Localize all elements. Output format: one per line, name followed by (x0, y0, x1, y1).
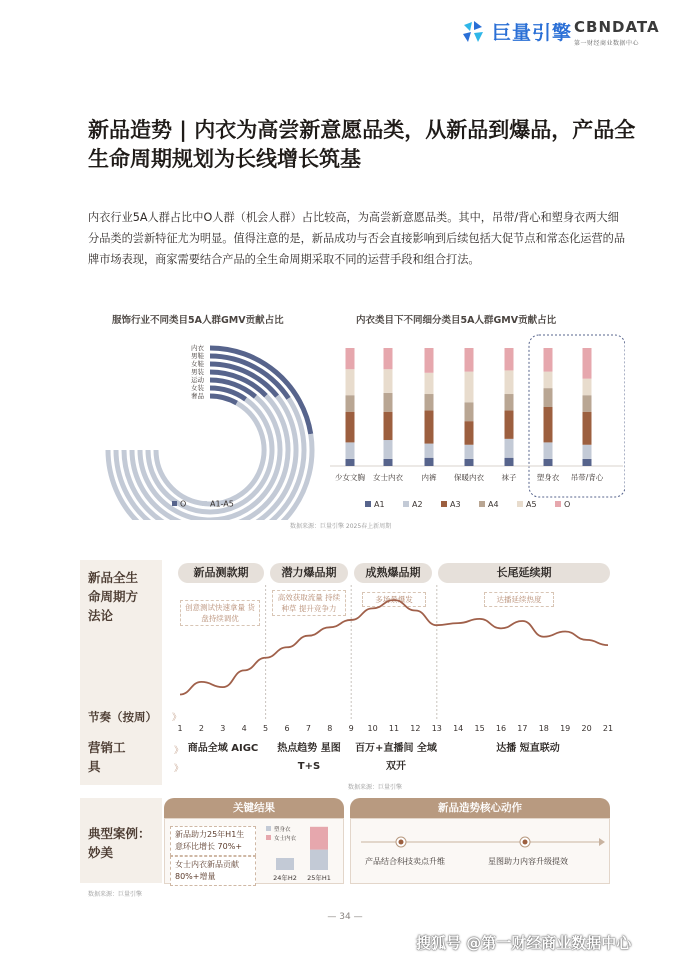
bar-legend-label: A2 (412, 500, 423, 509)
bar-segment (583, 379, 592, 396)
bar-legend-swatch (479, 501, 485, 507)
bar-segment (505, 458, 514, 466)
bar-segment (505, 348, 514, 370)
week-tick: 4 (241, 724, 247, 733)
bar-legend-swatch (555, 501, 561, 507)
bar-legend-label: A1 (374, 500, 385, 509)
bar-segment (544, 407, 553, 442)
week-tick: 11 (388, 724, 400, 733)
bar-segment (425, 373, 434, 394)
page-title: 新品造势 | 内衣为高尝新意愿品类，从新品到爆品，产品全生命周期规划为长线增长筑基 (88, 118, 636, 171)
case-bar-label: 24年H2 (273, 874, 297, 882)
radial-category-label: 女装 (191, 384, 204, 392)
bar-segment (425, 394, 434, 411)
bar-segment (425, 348, 434, 373)
rhythm-label: 节奏（按周） (88, 710, 157, 724)
juliang-logo (460, 18, 572, 45)
bar-segment (544, 348, 553, 372)
chart-source: 数据来源：巨量引擎 2025春上新周期 (290, 523, 392, 530)
stacked-chart-title: 内衣类目下不同细分类目5A人群GMV贡献占比 (356, 315, 557, 326)
case-label: 典型案例：妙美 (88, 826, 151, 860)
phase-longtail: 长尾延续期 (438, 563, 610, 583)
bar-segment (346, 395, 355, 412)
bar-category-label: 女士内衣 (373, 473, 403, 482)
bar-segment (583, 395, 592, 412)
bar-segment (505, 411, 514, 439)
week-tick: 14 (453, 724, 464, 733)
week-tick: 12 (410, 724, 421, 733)
case-bar-label: 25年H1 (307, 874, 331, 882)
page-number: — 34 — (327, 912, 363, 922)
bar-category-label: 袜子 (501, 473, 517, 482)
week-tick: 1 (177, 724, 183, 733)
bar-segment (425, 444, 434, 458)
bar-legend-label: A3 (450, 500, 461, 509)
bar-legend-swatch (517, 501, 523, 507)
bar-segment (544, 372, 553, 389)
week-tick: 15 (474, 724, 485, 733)
bar-segment (544, 442, 553, 459)
bar-segment (346, 348, 355, 369)
case-legend-swatch (266, 826, 271, 831)
tool-longtail: 达播 短直联动 (496, 743, 560, 754)
note-potential: 高效获取流量 持续种草 提升竞争力 (272, 590, 346, 616)
action-1: 产品结合科技卖点升维 (365, 857, 445, 866)
key-result-1: 新品助力25年H1生意环比增长 70%+ (170, 826, 256, 856)
key-result-title: 关键结果 (164, 798, 344, 818)
tools-label: 营销工具 (88, 740, 126, 774)
note-longtail: 达播延续热度 (484, 592, 554, 607)
bar-legend-label: A5 (526, 500, 537, 509)
bar-legend-swatch (365, 501, 371, 507)
radial-category-label: 女鞋 (191, 360, 204, 368)
radial-chart-title: 服饰行业不同类目5A人群GMV贡献占比 (112, 315, 284, 326)
bar-segment (384, 369, 393, 393)
bar-segment (346, 412, 355, 443)
bar-category-label: 内裤 (421, 473, 437, 482)
cbndata-logo-sub: 第一财经商业数据中心 (574, 40, 640, 47)
bar-segment (346, 459, 355, 466)
chevrons: 》 》 (174, 746, 184, 774)
case-legend-swatch (266, 835, 271, 840)
bar-segment (583, 459, 592, 466)
action-timeline (355, 832, 605, 852)
page-number-value: 34 (339, 912, 351, 922)
bar-category-label: 少女文胸 (335, 473, 365, 482)
lifecycle-source: 数据来源：巨量引擎 (348, 784, 403, 791)
case-legend-label: 女士内衣 (274, 836, 297, 842)
bar-segment (465, 421, 474, 445)
note-test: 创意测试快速拿量 货盘持续调优 (180, 600, 260, 626)
bar-segment (425, 458, 434, 466)
phase-potential: 潜力爆品期 (270, 563, 348, 583)
bar-legend-swatch (441, 501, 447, 507)
stacked-bar-chart (325, 330, 625, 520)
note-mature: 多场景爆发 (362, 592, 426, 607)
bar-category-label: 保暖内衣 (454, 473, 484, 482)
bar-segment (465, 459, 474, 466)
radial-category-label: 内衣 (191, 344, 204, 352)
phase-test: 新品测款期 (178, 563, 264, 583)
radial-category-label: 奢品 (191, 392, 204, 400)
case-bar-segment (310, 827, 328, 850)
case-source: 数据来源：巨量引擎 (88, 891, 143, 898)
rhythm-chevron: 》 (172, 713, 182, 723)
bar-segment (384, 412, 393, 440)
week-tick: 2 (198, 724, 204, 733)
bar-segment (583, 412, 592, 445)
juliang-logo-icon (460, 19, 486, 45)
bar-segment (384, 393, 393, 412)
week-tick: 7 (305, 724, 311, 733)
key-result-2: 女士内衣新品贡献 80%+增量 (170, 856, 256, 886)
bar-segment (544, 388, 553, 407)
juliang-logo-text: 巨量引擎 (492, 22, 573, 44)
week-tick: 17 (517, 724, 528, 733)
bar-category-label: 塑身衣 (536, 473, 560, 482)
radial-category-label: 男装 (191, 368, 204, 376)
growth-curve (180, 600, 608, 695)
case-bar-chart (262, 822, 342, 884)
week-tick: 8 (327, 724, 333, 733)
bar-segment (384, 440, 393, 459)
bar-legend-label: A4 (488, 500, 499, 509)
lifecycle-label: 新品全生命周期方法论 (88, 570, 139, 623)
case-bar-segment (276, 858, 294, 870)
bar-segment (505, 370, 514, 394)
week-tick: 20 (581, 724, 592, 733)
radial-category-label: 男鞋 (191, 352, 204, 360)
week-tick: 5 (263, 724, 269, 733)
action-title: 新品造势核心动作 (350, 798, 610, 818)
tool-mature: 百万+直播间 全域双开 (355, 743, 437, 772)
tool-potential: 热点趋势 星图T+S (277, 743, 341, 772)
week-tick: 6 (284, 724, 290, 733)
week-tick: 16 (495, 724, 507, 733)
cbndata-logo (574, 18, 660, 47)
week-tick: 13 (431, 724, 442, 733)
bar-segment (384, 459, 393, 466)
bar-segment (505, 439, 514, 458)
bar-legend-label: O (564, 500, 571, 509)
week-tick: 21 (602, 724, 614, 733)
radial-a-arc (156, 403, 264, 504)
case-bar-segment (310, 850, 328, 870)
bar-category-label: 吊带/背心 (570, 473, 604, 482)
week-tick: 3 (220, 724, 226, 733)
phase-mature: 成熟爆品期 (354, 563, 432, 583)
bar-segment (465, 372, 474, 403)
case-legend-label: 塑身衣 (274, 827, 291, 833)
watermark: 搜狐号 @第一财经商业数据中心 (416, 934, 632, 952)
radial-category-label: 运动 (191, 376, 204, 384)
radial-legend-swatch (202, 501, 207, 506)
radial-o-arc (210, 396, 237, 403)
week-tick: 9 (348, 724, 354, 733)
radial-legend-label: O (180, 499, 187, 509)
intro-paragraph: 内衣行业5A人群占比中O人群（机会人群）占比较高，为高尝新意愿品类。其中，吊带/背心和塑身衣两大细分品类的尝新特征尤为明显。值得注意的是，新品成功与否会直接影响到后续包括大促节点和常态化运营的品牌市场表现，商家需要结合产品的全生命周期采取不同的运营手段和组合打法。 (88, 211, 626, 266)
radial-legend-swatch (172, 501, 177, 506)
bar-legend-swatch (403, 501, 409, 507)
bar-segment (425, 411, 434, 444)
week-tick: 18 (538, 724, 549, 733)
bar-segment (346, 369, 355, 395)
bar-segment (544, 459, 553, 466)
radial-legend-label: A1-A5 (210, 499, 234, 509)
bar-segment (346, 442, 355, 459)
tool-test: 商品全域 AIGC (187, 743, 259, 754)
bar-segment (465, 445, 474, 459)
bar-segment (465, 402, 474, 421)
bar-segment (465, 348, 474, 372)
bar-segment (384, 348, 393, 369)
radial-bar-chart (100, 330, 320, 520)
week-tick: 19 (560, 724, 571, 733)
bar-segment (505, 394, 514, 411)
week-tick: 10 (367, 724, 378, 733)
cbndata-logo-text: CBNDATA (574, 18, 660, 36)
lifecycle-curve (170, 585, 620, 735)
bar-segment (583, 348, 592, 379)
action-2: 星图助力内容升级提效 (488, 857, 568, 866)
bar-segment (583, 445, 592, 459)
